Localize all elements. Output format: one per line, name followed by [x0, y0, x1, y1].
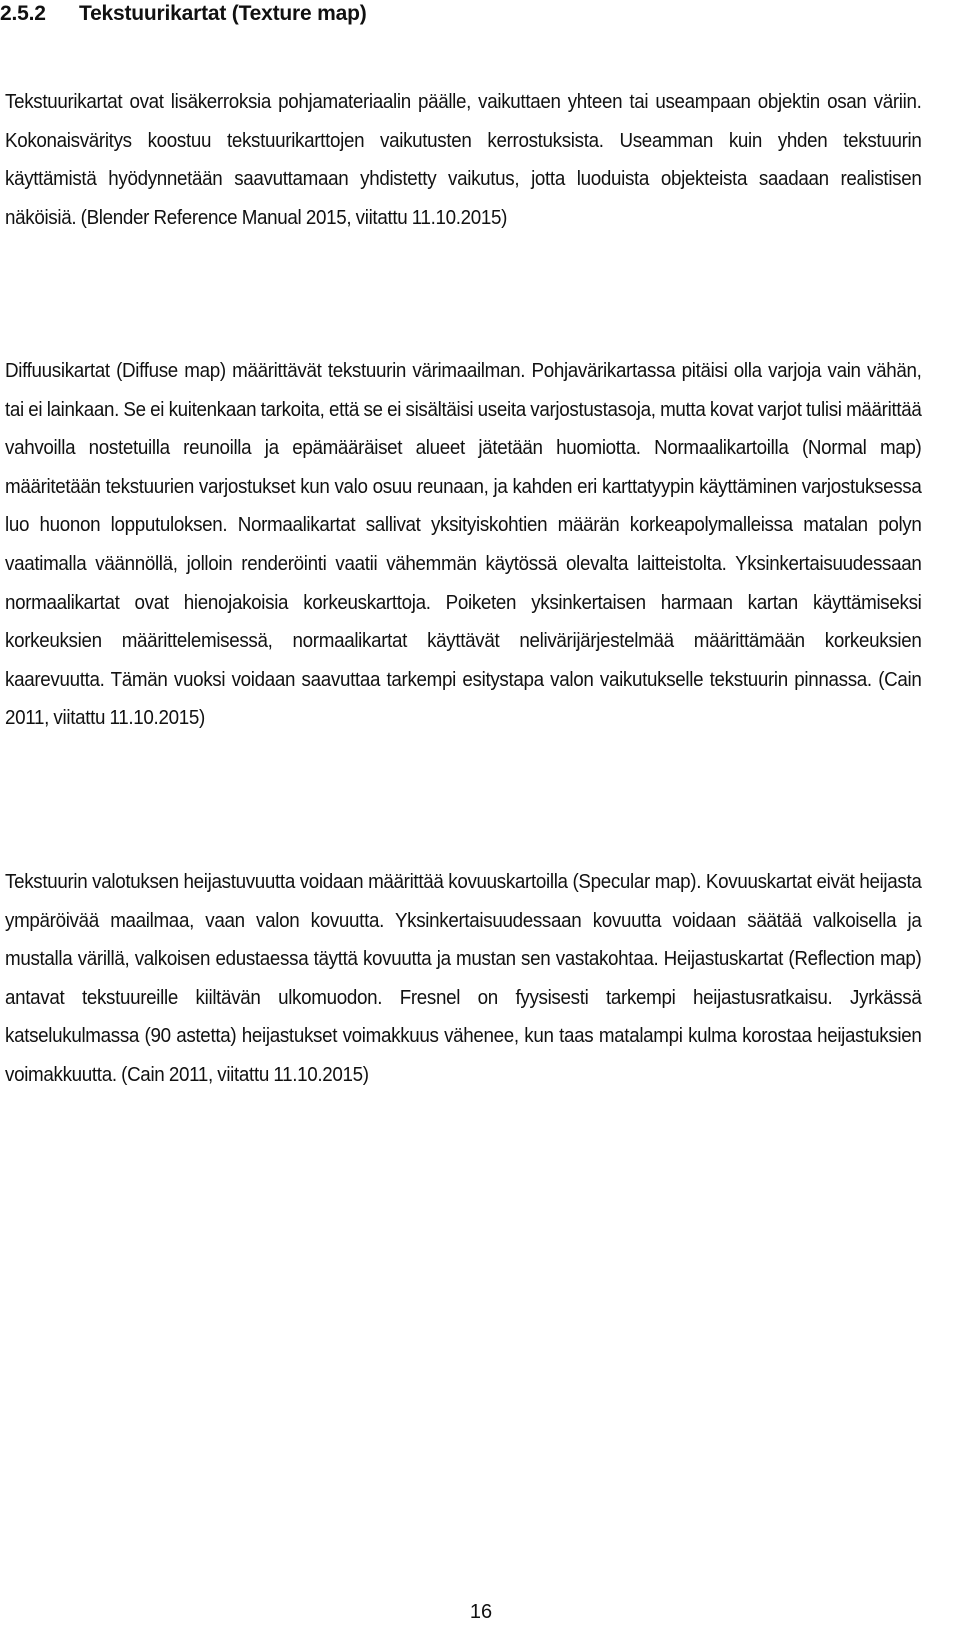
section-title: Tekstuurikartat (Texture map): [79, 2, 367, 25]
paragraph-specular-reflection-maps: Tekstuurin valotuksen heijastuvuutta voidaan määrittää kovuuskartoilla (Specular map). Kovuuskartat eivät heijasta ympäröivää maailmaa, vaan valon kovuutta. Yksinkertaisuudessaan kovuutta voidaan säätää valkoisella ja mustalla värillä, valkoisen edustaessa täyttä kovuutta ja mustan sen vastakohtaa. Heijastuskartat (Reflection map) antavat tekstuureille kiiltävän ulkomuodon. Fresnel on fyysisesti tarkempi heijastusratkaisu. Jyrkässä katselukulmassa (90 astetta) heijastukset voimakkuus vähenee, kun taas matalampi kulma korostaa heijastuksien voimakkuutta. (Cain 2011, viitattu 11.10.2015): [5, 871, 922, 1086]
paragraph-diffuse-normal-maps: Diffuusikartat (Diffuse map) määrittävät tekstuurin värimaailman. Pohjavärikartassa pitäisi olla varjoja vain vähän, tai ei lainkaan. Se ei kuitenkaan tarkoita, että se ei sisältäisi useita varjostustasoja, mutta kovat varjot tulisi määrittää vahvoilla nostetuilla reunoilla ja epämääräiset alueet jätetään huomiotta. Normaalikartoilla (Normal map) määritetään tekstuurien varjostukset kun valo osuu reunaan, ja kahden eri karttatyypin käyttäminen varjostuksessa luo huonon lopputuloksen. Normaalikartat sallivat yksityiskohtien määrän korkeapolymalleissa matalan polyn vaatimalla väännöllä, jolloin renderöinti vaatii vähemmän käytössä olevalta laitteistolta. Yksinkertaisuudessaan normaalikartat ovat hienojakoisia korkeuskarttoja. Poiketen yksinkertaisen harmaan kartan käyttämiseksi korkeuksien määrittelemisessä, normaalikartat käyttävät nelivärijärjestelmää määrittämään korkeuksien kaarevuutta. Tämän vuoksi voidaan saavuttaa tarkempi esitystapa valon vaikutukselle tekstuurin pinnassa. (Cain 2011, viitattu 11.10.2015): [5, 360, 922, 730]
section-heading: [0, 0, 367, 28]
section-number: 2.5.2: [0, 2, 46, 25]
page-number: 16: [469, 1601, 493, 1623]
paragraph-texture-maps: Tekstuurikartat ovat lisäkerroksia pohjamateriaalin päälle, vaikuttaen yhteen tai useampaan objektin osan väriin. Kokonaisväritys koostuu tekstuurikarttojen vaikutusten kerrostuksista. Useamman kuin yhden tekstuurin käyttämistä hyödynnetään saavuttamaan yhdistetty vaikutus, jotta luoduista objekteista saadaan realistisen näköisiä. (Blender Reference Manual 2015, viitattu 11.10.2015): [5, 91, 922, 229]
